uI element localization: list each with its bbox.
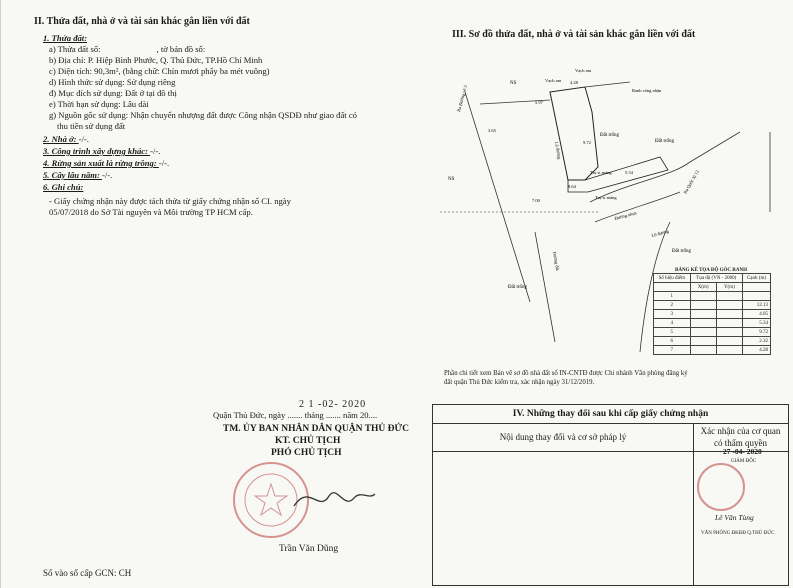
lo-duong-label-2: Lộ đường	[650, 228, 670, 238]
note-line-1: - Giấy chứng nhận này được tách thửa từ giấy chứng nhận số CI. ngày	[49, 196, 291, 206]
footnote-2: đất quận Thủ Đức kiểm tra, xác nhận ngày 31/12/2019.	[444, 379, 595, 386]
changes-table	[432, 404, 789, 586]
area-line: c) Diện tích: 90,3m², (bằng chữ: Chín mươi phẩy ba mét vuông)	[49, 66, 270, 76]
office-seal	[697, 463, 745, 511]
th-x: X(m)	[690, 283, 716, 292]
stamp2-date: 27 -04- 2020	[723, 447, 762, 456]
usage-purpose-line: đ) Mục đích sử dụng: Đất ở tại đô thị	[49, 88, 177, 98]
tru-si-mang-label-2: Trụ si măng	[595, 195, 617, 200]
boundary-line-2	[585, 82, 630, 87]
section-4-title: IV. Những thay đổi sau khi cấp giấy chứng nhận	[433, 405, 788, 424]
changes-divider	[693, 451, 694, 585]
tru-si-mang-label-1: Trụ si măng	[590, 170, 612, 175]
parcel-number-label: a) Thửa đất số: , tờ bản đồ số:	[49, 44, 206, 54]
dim-1: 4.28	[570, 80, 578, 85]
usage-term-line: e) Thời hạn sử dụng: Lâu dài	[49, 99, 149, 109]
changes-col-content: Nội dung thay đổi và cơ sở pháp lý	[433, 423, 694, 451]
usage-form-line: d) Hình thức sử dụng: Sử dụng riêng	[49, 77, 176, 87]
coord-table-title: BẢNG KÊ TỌA ĐỘ GÓC RANH	[675, 268, 747, 273]
dim-3: 3.65	[488, 128, 496, 133]
vach-am-label: Vạch am	[545, 78, 562, 83]
forest-line: 4. Rừng sản xuất là rừng trồng: -/-.	[43, 158, 170, 168]
signer-name: Trần Văn Dũng	[279, 544, 339, 554]
dim-2: 5.97	[535, 100, 543, 105]
construction-line: 3. Công trình xây dựng khác: -/-.	[43, 146, 161, 156]
stamp2-signer: Lê Văn Tùng	[715, 513, 754, 522]
section-3-title: III. Sơ đồ thửa đất, nhà ở và tài sản khác gắn liền với đất	[452, 29, 696, 40]
footnote-1: Phần chi tiết xem Bản vẽ sơ đồ nhà đất số IN-CNTĐ được Chi nhánh Văn phòng đăng ký	[444, 370, 688, 377]
land-heading: 1. Thửa đất:	[43, 33, 88, 43]
dim-7: 5.34	[625, 170, 633, 175]
trees-line: 5. Cây lâu năm: -/-.	[43, 170, 113, 180]
dat-trong-label-3: Đất trống	[672, 249, 692, 254]
origin-line-2: thu tiền sử dụng đất	[57, 121, 126, 131]
signature	[289, 478, 379, 518]
coord-table: Số hiệu điểm Tọa độ (VN - 2000) Cạnh (m) X(m) Y(m) 1 2 12.13 3 4.05 4 5.34 5 9.72 6 2.32 7 4.28	[653, 273, 771, 355]
note-line-2: 05/07/2018 do Sở Tài nguyên và Môi trường TP HCM cấp.	[49, 207, 253, 217]
parcel-strip	[568, 157, 668, 192]
road-lower	[535, 232, 555, 342]
vice-chairman: PHÓ CHỦ TỊCH	[271, 448, 342, 458]
date-line: Quận Thủ Đức, ngày ....... tháng ....... năm 20....	[213, 410, 378, 420]
ns-label-1: NS	[510, 81, 517, 86]
th-y: Y(m)	[716, 283, 742, 292]
th-coord: Tọa độ (VN - 2000)	[690, 274, 742, 283]
road-left-line	[465, 92, 530, 302]
parcel-outline	[550, 87, 598, 180]
stamp2-office: VĂN PHÒNG ĐKĐĐ Q.THỦ ĐỨC	[701, 531, 775, 536]
authority: TM. ỦY BAN NHÂN DÂN QUẬN THỦ ĐỨC	[223, 424, 409, 434]
dim-4: 9.72	[583, 140, 591, 145]
dim-6: 7.00	[532, 198, 540, 203]
dat-trong-label-1: Đất trống	[600, 133, 620, 138]
notes-heading: 6. Ghi chú:	[43, 182, 84, 192]
dim-5: 8.64	[568, 184, 576, 189]
th-point: Số hiệu điểm	[654, 274, 691, 283]
stamp2-title: GIÁM ĐỐC	[731, 459, 757, 464]
lo-duong-label-1: Lộ đường	[554, 141, 563, 160]
duong-nhua-label: Đường nhựa	[613, 210, 638, 221]
dat-trong-label-2: Đất trống	[655, 139, 675, 144]
vach-am-label-2: Vạch am	[575, 68, 592, 73]
duong-dat-label: Đường đất	[552, 251, 561, 272]
kt-chairman: KT. CHỦ TỊCH	[275, 436, 341, 446]
th-edge: Cạnh (m)	[742, 274, 770, 283]
address-line: b) Địa chỉ: P. Hiệp Bình Phước, Q. Thủ Đức, TP.Hồ Chí Minh	[49, 55, 263, 65]
book-number: Số vào sổ cấp GCN: CH	[43, 568, 132, 578]
ns-label-2: NS	[448, 177, 455, 182]
house-line: 2. Nhà ở: -/-.	[43, 134, 89, 144]
section-2-title: II. Thửa đất, nhà ở và tài sản khác gắn liền với đất	[34, 16, 250, 27]
stamp-date: 2 1 -02- 2020	[299, 399, 367, 410]
ra-duong-label: Ra Đường số 5	[456, 84, 469, 113]
dat-trong-label-4: Đất trống	[508, 285, 528, 290]
origin-line-1: g) Nguồn gốc sử dụng: Nhận chuyển nhượng đất được Công nhận QSDĐ như giao đất có	[49, 110, 357, 120]
ra-quoc-lo-label: Ra Quốc lộ 13	[682, 169, 700, 195]
changes-col-authority: Xác nhận của cơ quan có thẩm quyền	[700, 426, 781, 448]
ranh-cong-nhan-label: Ranh công nhận	[632, 88, 662, 93]
